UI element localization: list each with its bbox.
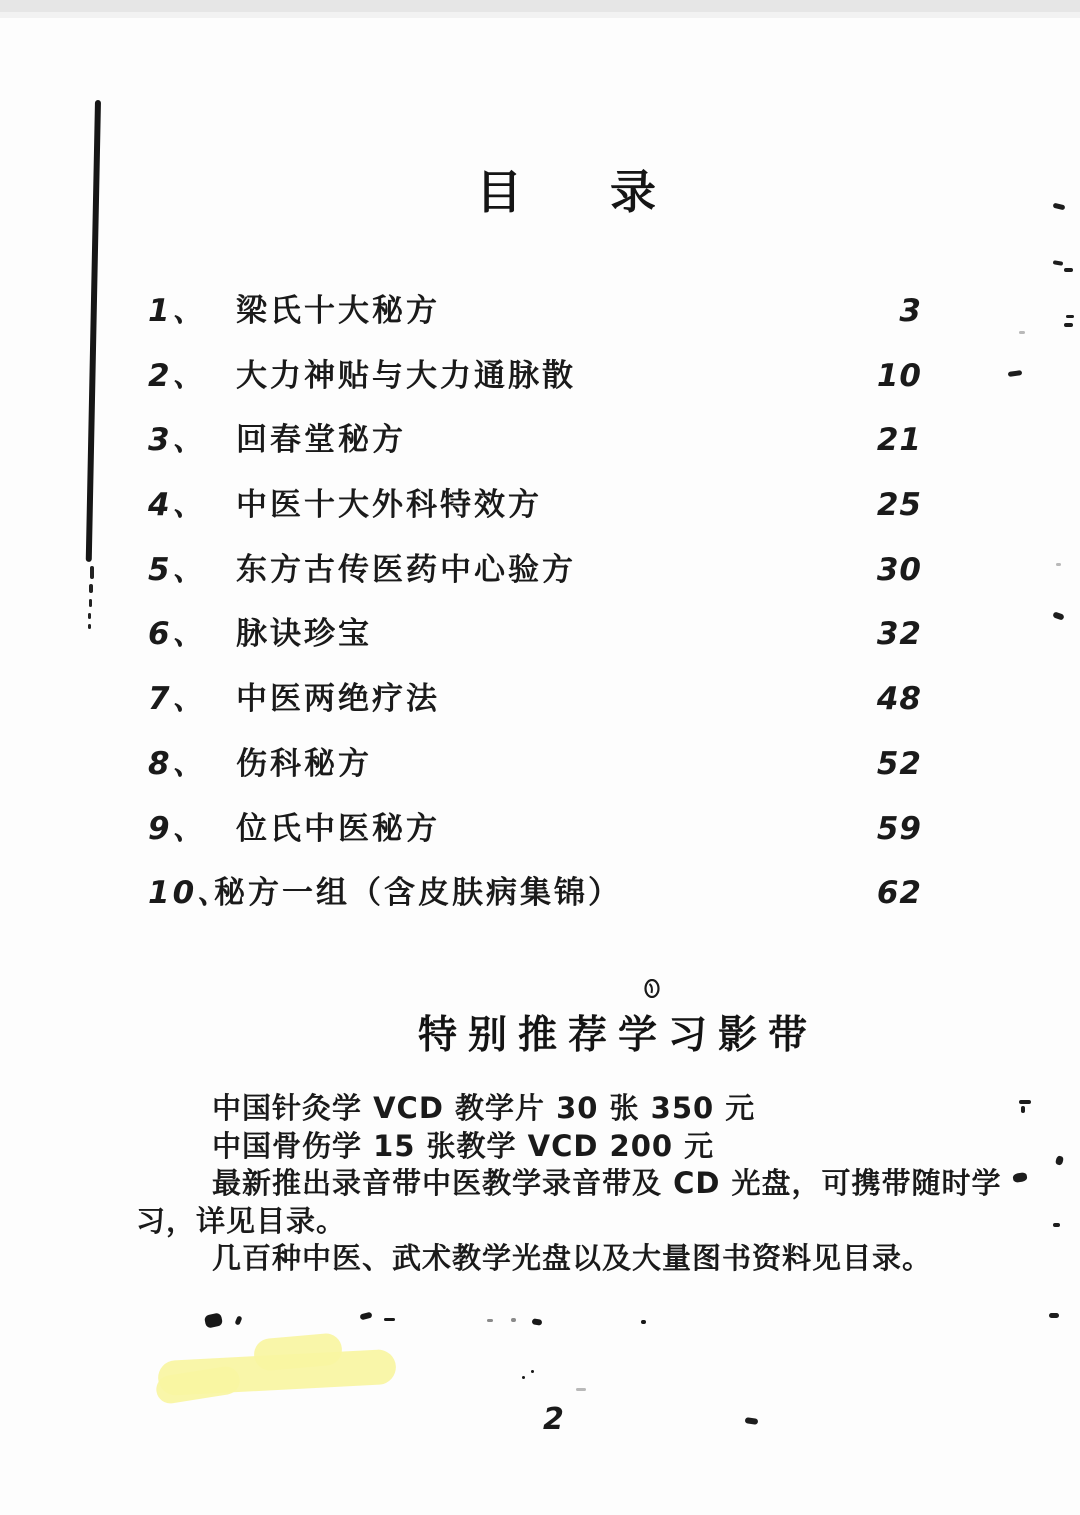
toc-item-page: 10 — [876, 357, 922, 394]
toc-item-number: 1、 — [148, 293, 207, 329]
toc-item-page: 32 — [876, 616, 922, 653]
scan-speck — [1052, 611, 1064, 620]
promo-heading: 特别推荐学习影带 — [418, 1013, 819, 1058]
scan-speck — [1055, 1155, 1064, 1166]
toc-item-page: 21 — [876, 422, 922, 459]
toc-item-title: 中医两绝疗法 — [236, 681, 440, 718]
toc-list — [148, 294, 922, 941]
scan-speck — [1008, 370, 1023, 377]
toc-row — [148, 682, 922, 747]
text-fragment — [204, 1312, 223, 1328]
spine-dash — [88, 624, 91, 629]
toc-row — [148, 359, 922, 424]
text-fragment — [531, 1370, 534, 1373]
toc-item-title: 秘方一组（含皮肤病集锦） — [214, 875, 622, 912]
scan-speck — [1021, 1106, 1025, 1113]
scan-speck — [1012, 1172, 1027, 1183]
scan-speck — [1053, 203, 1066, 211]
toc-item-title: 大力神贴与大力通脉散 — [236, 357, 576, 394]
toc-row — [148, 294, 922, 359]
scan-edge-band-soft — [0, 12, 1080, 18]
toc-item-page: 30 — [876, 551, 922, 588]
scan-speck — [1053, 260, 1064, 266]
scan-speck — [1056, 563, 1061, 566]
promo-text-block — [136, 1090, 1006, 1278]
scan-speck — [1053, 1223, 1060, 1227]
text-fragment — [522, 1376, 525, 1379]
toc-item-number: 7、 — [148, 681, 207, 718]
promo-line: 最新推出录音带中医教学录音带及 CD 光盘，可携带随时学 — [212, 1166, 1002, 1200]
toc-item-number: 9、 — [148, 810, 207, 847]
promo-line: 几百种中医、武术教学光盘以及大量图书资料见目录。 — [212, 1241, 933, 1275]
toc-item-number: 3、 — [148, 422, 207, 459]
toc-item-title: 位氏中医秘方 — [236, 810, 440, 847]
toc-item-page: 59 — [876, 810, 922, 847]
text-fragment — [359, 1312, 372, 1321]
toc-item-number: 8、 — [148, 745, 207, 782]
toc-item-number: 10、 — [148, 875, 232, 912]
small-stamp-mark — [644, 979, 660, 998]
toc-item-number: 4、 — [148, 487, 207, 524]
text-fragment — [511, 1318, 516, 1322]
toc-item-title: 伤科秘方 — [236, 745, 372, 782]
text-fragment — [487, 1319, 493, 1322]
text-fragment — [384, 1318, 395, 1321]
spine-line-main — [86, 100, 101, 562]
toc-item-title: 脉诀珍宝 — [236, 616, 372, 653]
text-fragment — [234, 1315, 242, 1325]
scan-speck — [1019, 331, 1025, 334]
toc-row — [148, 488, 922, 553]
spine-dash — [88, 613, 91, 619]
toc-item-title: 回春堂秘方 — [236, 422, 406, 459]
toc-row — [148, 747, 922, 812]
toc-row — [148, 876, 922, 941]
scan-speck — [576, 1388, 586, 1391]
toc-row — [148, 812, 922, 877]
text-fragment — [641, 1320, 646, 1324]
toc-item-title: 中医十大外科特效方 — [236, 487, 542, 524]
promo-line: 习，详见目录。 — [136, 1203, 347, 1238]
toc-row — [148, 553, 922, 618]
promo-line: 中国骨伤学 15 张教学 VCD 200 元 — [212, 1128, 715, 1163]
scan-speck — [1019, 1100, 1031, 1104]
toc-item-page: 3 — [899, 293, 922, 329]
scan-speck — [1064, 268, 1073, 272]
toc-item-title: 梁氏十大秘方 — [236, 293, 440, 329]
scan-speck — [1066, 315, 1074, 318]
page-title: 目 录 — [476, 165, 661, 219]
spine-dash — [90, 566, 94, 579]
scan-speck — [745, 1417, 759, 1425]
text-fragment — [532, 1318, 543, 1326]
toc-item-number: 5、 — [148, 551, 207, 588]
toc-item-page: 62 — [876, 875, 922, 912]
scan-speck — [1049, 1313, 1059, 1318]
spine-dash — [89, 584, 93, 593]
scan-edge-band — [0, 0, 1080, 12]
toc-item-page: 52 — [876, 745, 922, 782]
toc-item-number: 2、 — [148, 357, 207, 394]
toc-row — [148, 617, 922, 682]
spine-dash — [89, 599, 92, 607]
scan-speck — [1064, 323, 1073, 327]
toc-item-number: 6、 — [148, 616, 207, 653]
toc-row — [148, 423, 922, 488]
promo-line: 中国针灸学 VCD 教学片 30 张 350 元 — [212, 1091, 756, 1125]
page-number: 2 — [543, 1402, 564, 1437]
toc-item-page: 25 — [876, 487, 922, 524]
toc-item-title: 东方古传医药中心验方 — [236, 551, 576, 588]
toc-item-page: 48 — [876, 681, 922, 718]
